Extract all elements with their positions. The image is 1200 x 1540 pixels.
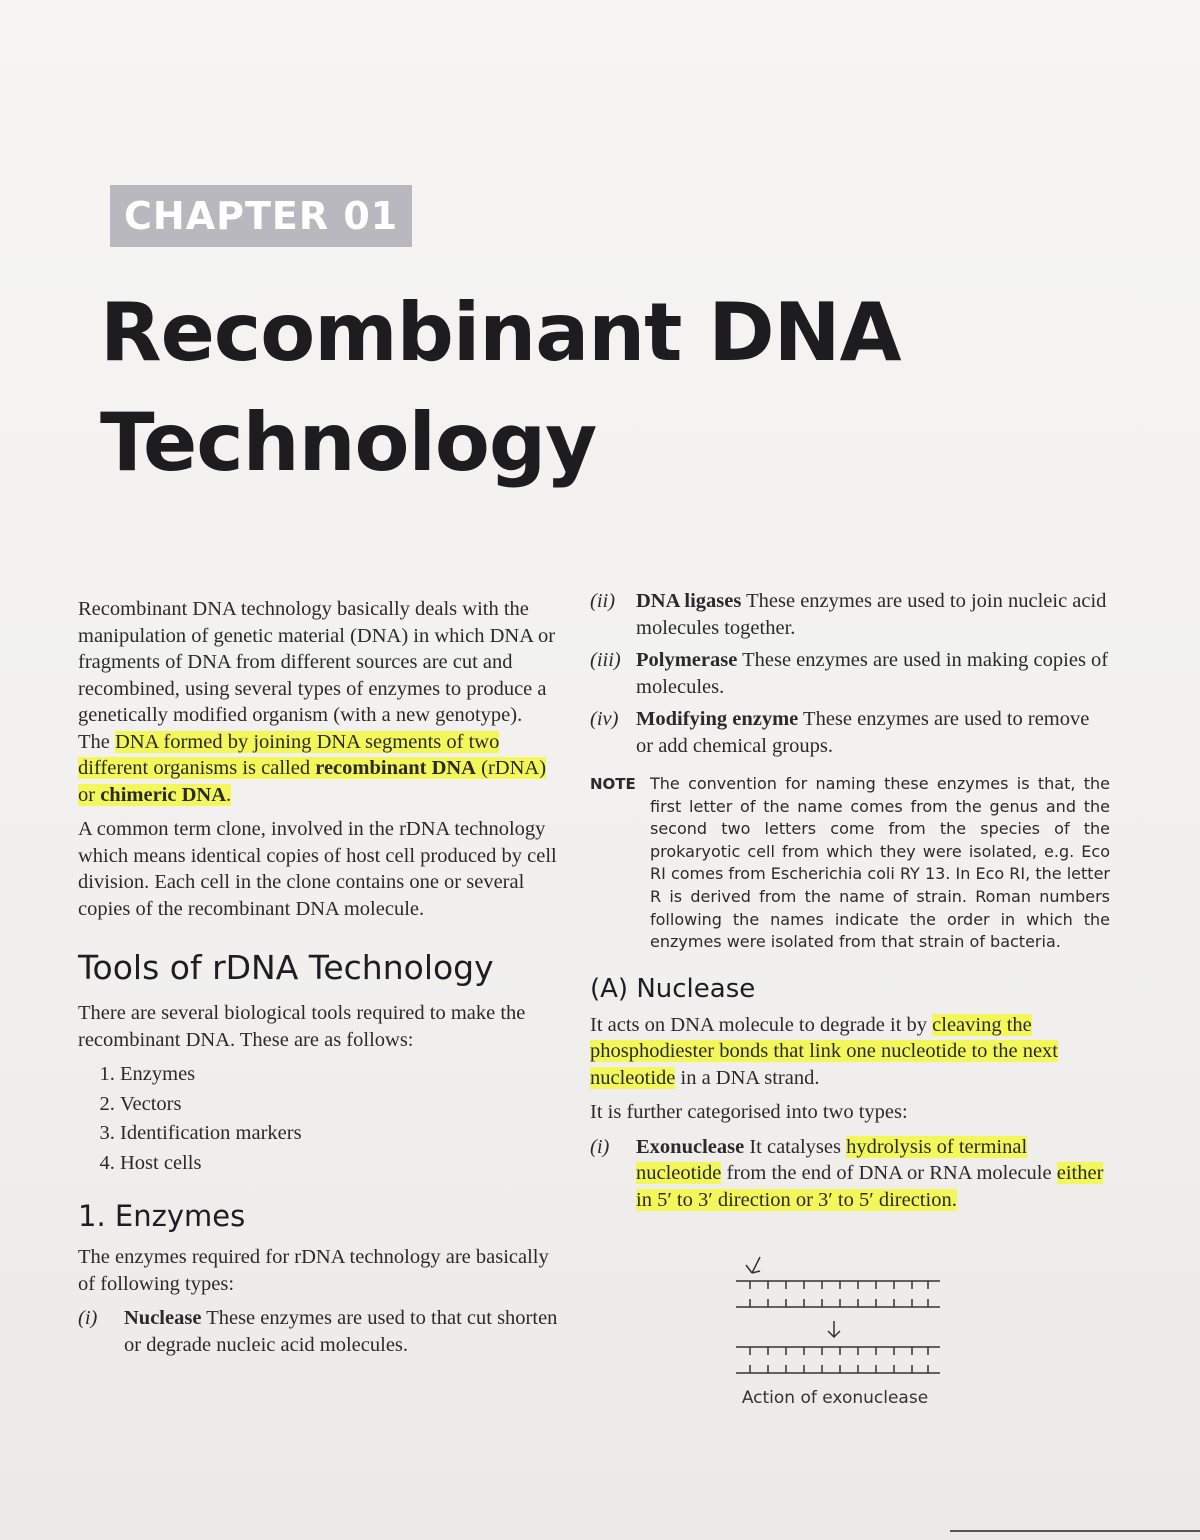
arrow-icon: [746, 1257, 760, 1273]
item-body: [636, 1134, 1110, 1214]
highlight-definition: [78, 731, 546, 806]
section-heading-tools: Tools of rDNA Technology: [78, 948, 494, 987]
tools-text: There are several biological tools required to make the recombinant DNA. These are as follows:: [78, 1002, 526, 1051]
highlight-hydrolysis: hydrolysis of terminal nucleotide: [636, 1135, 1028, 1185]
figure-caption: Action of exonuclease: [741, 1388, 929, 1408]
item-body: [636, 588, 1110, 641]
intro-paragraph-2: A common term clone, involved in the rDNA technology which means identical copies of host cell produced by cell division. Each cell in the clone contains one or several copies of the recombinant DNA molecule.: [78, 818, 557, 920]
highlight-end: .: [226, 783, 232, 806]
enzyme-item-polymerase: [590, 647, 1110, 700]
highlight-text: DNA formed by joining DNA segments of two different organisms is called: [78, 730, 500, 779]
item-number: (iv): [590, 708, 619, 730]
item-body: [636, 706, 1110, 759]
item-number: (i): [590, 1135, 610, 1158]
nuclease-paragraph: [590, 1012, 1110, 1092]
item-number: (iii): [590, 649, 621, 671]
exo-text: It catalyses: [749, 1135, 841, 1158]
enzyme-desc: These enzymes are used to remove or add chemical groups.: [636, 708, 1090, 757]
intro-paragraph-1: [78, 596, 558, 808]
intro-text: Recombinant DNA technology basically deals with the manipulation of genetic material (DNA) in which DNA or fragments of DNA from different sources are cut and recombined, using several types of enzymes to produce a genetically modified organism (with a new genotype). The: [78, 598, 556, 753]
title-line-1: Recombinant DNA: [100, 286, 901, 379]
note-text: The convention for naming these enzymes is that, the first letter of the name comes from the genus and the second two letters come from the species of the prokaryotic cell from which they were isolated, e.g. Eco RI comes from Escherichia coli RY 13. In Eco RI, the letter R is derived from the name of strain. Roman numbers following the names indicate the order in which the enzymes were isolated from that strain of bacteria.: [650, 774, 1110, 952]
tools-list: [78, 1061, 558, 1176]
highlight-cleaving: cleaving the phosphodiester bonds that link one nucleotide to the next nucleotide: [590, 1013, 1058, 1089]
note-label: NOTE: [590, 775, 636, 793]
base-ticks: [750, 1347, 928, 1373]
enzyme-desc: These enzymes are used to that cut shorten or degrade nucleic acid molecules.: [124, 1307, 558, 1356]
enzyme-item-modifying: [590, 706, 1110, 759]
enzyme-name: Nuclease: [124, 1307, 202, 1329]
chapter-label: CHAPTER 01: [110, 185, 412, 247]
section-heading-enzymes: 1. Enzymes: [78, 1199, 246, 1233]
section-heading-nuclease: (A) Nuclease: [590, 973, 756, 1004]
title-line-2: Technology: [100, 396, 597, 489]
enzyme-desc: These enzymes are used to join nucleic acid molecules together.: [636, 590, 1107, 639]
nuclease-text-end: in a DNA strand.: [680, 1066, 820, 1089]
right-column: [590, 588, 1110, 1219]
highlight-text-2: (rDNA) or: [78, 757, 547, 806]
highlight-direction: either in 5′ to 3′ direction or 3′ to 5′ direction.: [636, 1162, 1104, 1211]
item-number: (i): [78, 1307, 98, 1329]
item-body: [124, 1305, 558, 1358]
enzymes-text: The enzymes required for rDNA technology are basically of following types:: [78, 1246, 549, 1295]
term-recombinant-dna: recombinant DNA: [315, 757, 476, 779]
arrow-down-icon: [828, 1321, 840, 1337]
item-number: (ii): [590, 590, 616, 612]
list-item: 2. Vectors: [120, 1091, 558, 1118]
exonuclease-item: [590, 1134, 1110, 1214]
note-box: [590, 773, 1110, 954]
divider: [950, 1530, 1200, 1532]
nuclease-types-text: It is further categorised into two types:: [590, 1101, 908, 1124]
enzyme-desc: These enzymes are used in making copies of molecules.: [636, 649, 1109, 698]
enzyme-name: Polymerase: [636, 649, 738, 671]
list-item: 4. Host cells: [120, 1150, 558, 1177]
chapter-title: [100, 278, 1000, 498]
enzyme-name: Exonuclease: [636, 1135, 745, 1158]
exo-text-2: from the end of DNA or RNA molecule: [726, 1162, 1052, 1185]
left-column: [78, 596, 558, 1364]
enzyme-item-nuclease: [78, 1305, 558, 1358]
list-item: 1. Enzymes: [120, 1061, 558, 1088]
nuclease-text: It acts on DNA molecule to degrade it by: [590, 1013, 928, 1036]
term-chimeric-dna: chimeric DNA: [100, 783, 227, 806]
list-item: 3. Identification markers: [120, 1120, 558, 1147]
enzyme-item-ligases: [590, 588, 1110, 641]
enzyme-name: Modifying enzyme: [636, 708, 799, 730]
base-ticks: [750, 1281, 928, 1307]
item-body: [636, 647, 1110, 700]
enzyme-name: DNA ligases: [636, 590, 742, 612]
